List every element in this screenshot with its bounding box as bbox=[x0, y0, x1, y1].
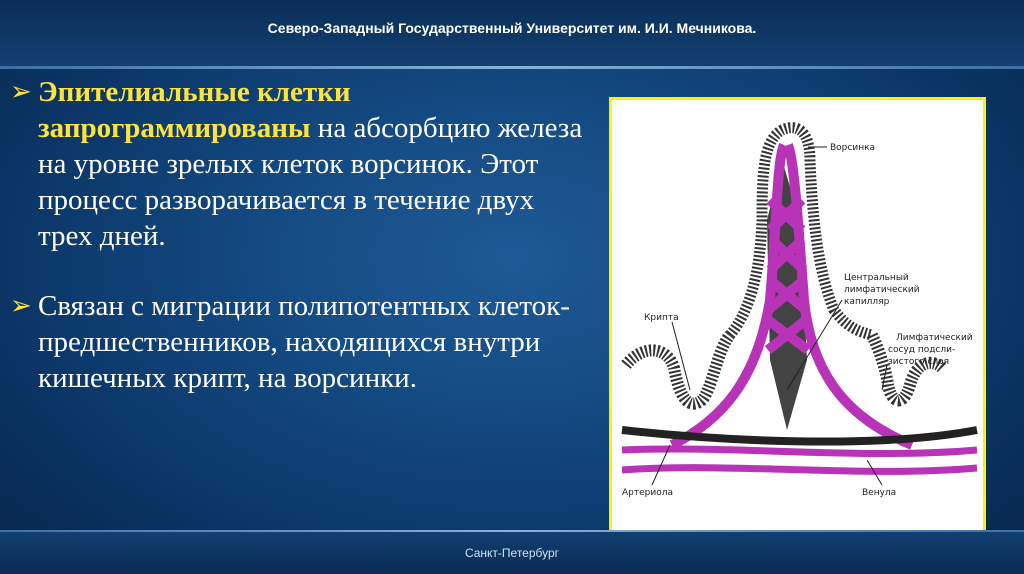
bullet-arrow-icon: ➢ bbox=[10, 291, 32, 321]
bullet-body-text: Связан с миграции полипотентных клеток-предшественников, находящихся внутри кишечных крипт, на ворсинки. bbox=[38, 290, 570, 394]
label-lymph-vessel-2: сосуд подсли- bbox=[888, 345, 956, 355]
label-lymph-vessel-1: Лимфатический bbox=[896, 333, 973, 343]
bullet-item-2 bbox=[10, 288, 590, 396]
label-lymph-vessel-3: зистого слоя bbox=[888, 357, 950, 367]
venule-vessel bbox=[622, 468, 977, 472]
bullet-arrow-icon: ➢ bbox=[10, 77, 32, 107]
bullet-item-1 bbox=[10, 74, 590, 254]
villus-diagram bbox=[609, 97, 986, 535]
arteriole-vessel bbox=[622, 449, 977, 454]
header-divider bbox=[0, 66, 1024, 69]
bullet-highlight-text: Эпителиальные клетки запрограммированы bbox=[38, 76, 351, 144]
bullet-list bbox=[10, 74, 590, 396]
label-villus: Ворсинка bbox=[830, 143, 876, 153]
footer-city: Санкт-Петербург bbox=[464, 546, 560, 560]
slide-header-title: Северо-Западный Государственный Университет им. И.И. Мечникова. bbox=[267, 20, 757, 36]
label-venule: Венула bbox=[862, 488, 897, 498]
label-central-capillary-2: лимфатический bbox=[844, 285, 920, 295]
label-crypt: Крипта bbox=[644, 313, 679, 323]
bullet-body-text: на абсорбцию железа на уровне зрелых клеток ворсинок. Этот процесс разворачивается в течение двух трех дней. bbox=[38, 112, 583, 252]
villus-diagram-svg bbox=[612, 100, 983, 532]
label-central-capillary-3: капилляр bbox=[844, 297, 890, 307]
label-central-capillary-1: Центральный bbox=[844, 273, 909, 283]
label-arteriole: Артериола bbox=[622, 488, 673, 498]
